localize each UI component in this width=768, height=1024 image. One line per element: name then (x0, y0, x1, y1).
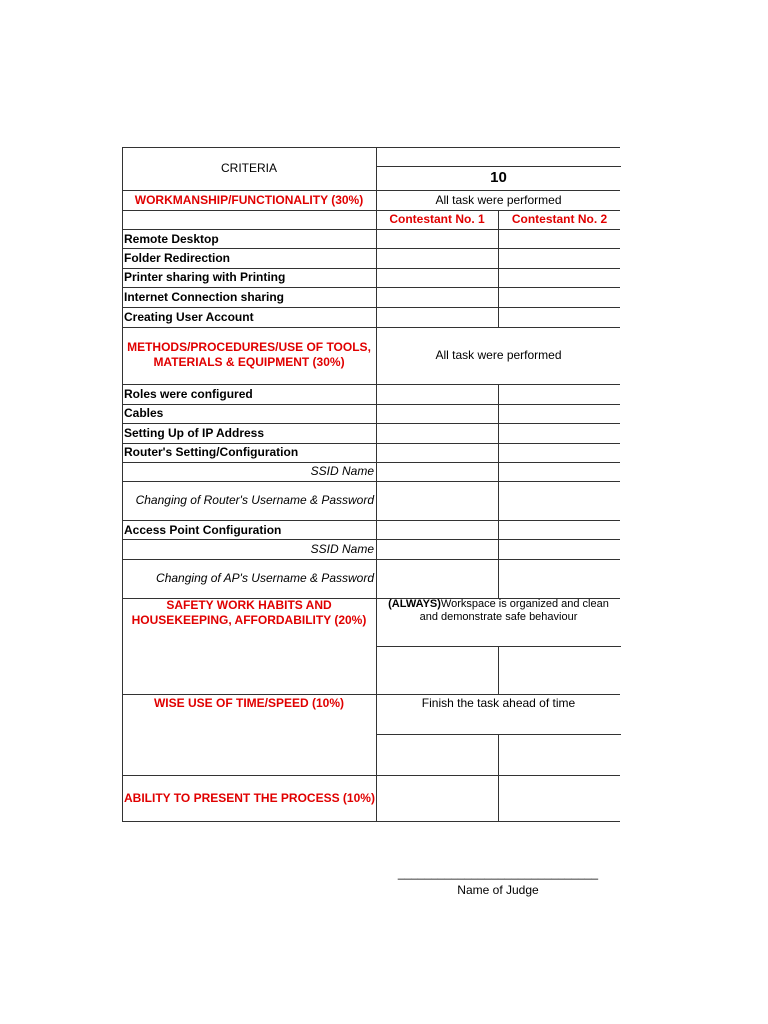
section-title-methods-line1: METHODS/PROCEDURES/USE OF TOOLS, (127, 340, 371, 354)
criteria-item: Internet Connection sharing (124, 290, 285, 304)
grid-line (122, 287, 620, 288)
descriptor-methods: All task were performed (435, 348, 562, 362)
grid-line-contestants (498, 646, 499, 694)
grid-line (122, 327, 620, 328)
section-title-methods-line2: MATERIALS & EQUIPMENT (30%) (153, 355, 345, 369)
grid-line-top (122, 147, 620, 148)
descriptor-workmanship: All task were performed (435, 193, 562, 207)
section-title-presentation: ABILITY TO PRESENT THE PROCESS (10%) (124, 791, 375, 805)
criteria-item: Setting Up of IP Address (124, 426, 265, 440)
grid-line (122, 210, 620, 211)
contestant-2-heading: Contestant No. 2 (511, 212, 608, 226)
grid-line (122, 190, 620, 191)
descriptor-safety-emphasis: (ALWAYS) (388, 598, 441, 610)
descriptor-wise-use: Finish the task ahead of time (421, 696, 576, 710)
contestant-1-heading: Contestant No. 1 (389, 212, 485, 226)
section-title-safety-line1: SAFETY WORK HABITS AND (166, 598, 332, 612)
criteria-item: Remote Desktop (124, 232, 219, 246)
ap-credentials-item: Changing of AP's Username & Password (156, 571, 374, 585)
grid-line (376, 646, 621, 647)
criteria-heading: CRITERIA (220, 161, 277, 175)
grid-line (122, 694, 620, 695)
grid-line (122, 539, 620, 540)
descriptor-safety-line2: and demonstrate safe behaviour (419, 611, 578, 623)
grid-line (122, 559, 620, 560)
score-heading: 10 (490, 169, 507, 186)
grid-line (122, 307, 620, 308)
criteria-item: Access Point Configuration (124, 523, 282, 537)
router-credentials-item: Changing of Router's Username & Password (135, 493, 374, 507)
grid-line-contestants (498, 384, 499, 598)
criteria-item: Cables (124, 406, 164, 420)
grid-line (376, 734, 621, 735)
criteria-item: Roles were configured (124, 387, 253, 401)
section-title-workmanship: WORKMANSHIP/FUNCTIONALITY (30%) (134, 193, 364, 207)
grid-line (122, 248, 620, 249)
grid-line (122, 268, 620, 269)
section-title-wise-use: WISE USE OF TIME/SPEED (10%) (153, 696, 345, 710)
section-title-safety-line2: HOUSEKEEPING, AFFORDABILITY (20%) (131, 613, 367, 627)
grid-line (122, 520, 620, 521)
grid-line-contestants (498, 734, 499, 821)
criteria-item: Folder Redirection (124, 251, 231, 265)
descriptor-safety (376, 598, 621, 624)
grid-line (122, 462, 620, 463)
judge-name-label: Name of Judge (457, 883, 539, 897)
grid-line (122, 775, 620, 776)
grid-line (376, 166, 621, 167)
grid-line (122, 481, 620, 482)
grid-line-bottom (122, 821, 620, 822)
grid-line (122, 229, 620, 230)
grid-line (122, 443, 620, 444)
criteria-item: Router's Setting/Configuration (124, 445, 299, 459)
signature-line: ______________________________ (397, 866, 599, 880)
grid-line (122, 404, 620, 405)
criteria-item: Printer sharing with Printing (124, 270, 286, 284)
descriptor-safety-line1: Workspace is organized and clean (440, 598, 609, 610)
criteria-item: Creating User Account (124, 310, 254, 324)
router-ssid-item: SSID Name (310, 464, 374, 478)
grid-line (122, 423, 620, 424)
ap-ssid-item: SSID Name (310, 542, 374, 556)
grid-line (122, 384, 620, 385)
